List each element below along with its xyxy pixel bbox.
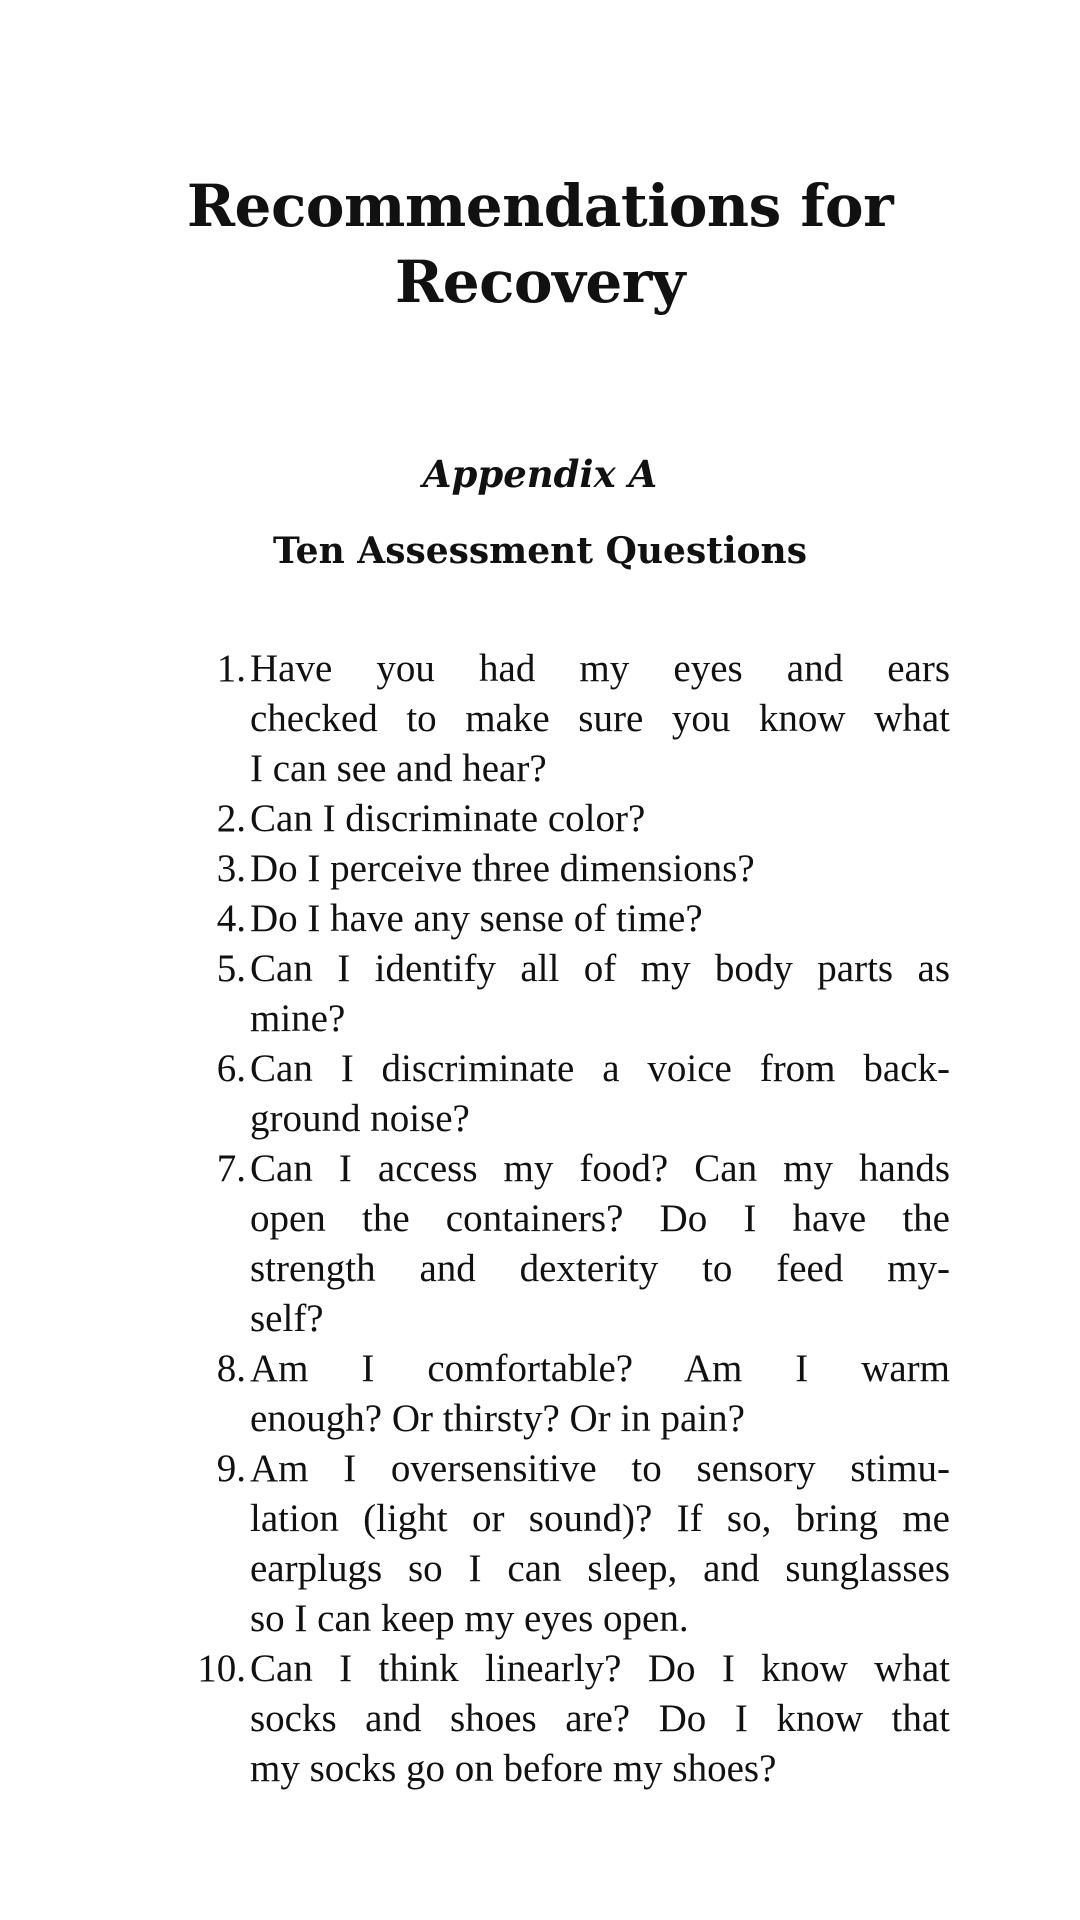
question-text-line: Do I have any sense of time? <box>250 897 703 940</box>
question-text-line: Can I discriminate color? <box>250 797 646 840</box>
question-number: 9. <box>216 1447 246 1490</box>
question-text-line: my socks go on before my shoes? <box>250 1747 777 1790</box>
question-text-line: ground noise? <box>250 1097 470 1140</box>
chapter-title-line-1: Recommendations for <box>186 172 894 240</box>
question-text <box>246 1044 950 1144</box>
question-text-line: enough? Or thirsty? Or in pain? <box>250 1397 745 1440</box>
question-text <box>246 944 950 1044</box>
chapter-title-line-2: Recovery <box>395 248 685 316</box>
question-text-line: I can see and hear? <box>250 747 547 790</box>
question-text-line: Have you had my eyes and ears <box>250 647 950 690</box>
question-item <box>150 844 945 894</box>
question-text <box>246 794 950 844</box>
question-item <box>150 794 945 844</box>
question-item <box>150 1444 950 1644</box>
question-number: 2. <box>216 797 246 840</box>
question-text <box>246 1344 950 1444</box>
question-text-line: checked to make sure you know what <box>250 697 950 740</box>
question-text-line: Am I comfortable? Am I warm <box>250 1347 950 1390</box>
question-text <box>246 1444 950 1644</box>
question-number: 4. <box>216 897 246 940</box>
question-text-line: self? <box>250 1297 324 1340</box>
question-text-line: socks and shoes are? Do I know that <box>250 1697 950 1740</box>
question-text-line: earplugs so I can sleep, and sunglasses <box>250 1547 950 1590</box>
question-text-line: mine? <box>250 997 346 1040</box>
question-list <box>150 644 950 1794</box>
question-number: 10. <box>197 1647 246 1690</box>
question-text-line: lation (light or sound)? If so, bring me <box>250 1497 950 1540</box>
question-text-line: Am I oversensitive to sensory stimu- <box>250 1447 950 1490</box>
question-number: 7. <box>216 1147 246 1190</box>
question-item <box>150 944 950 1044</box>
question-item <box>150 1644 950 1794</box>
question-text <box>246 1144 950 1344</box>
question-item <box>150 644 950 794</box>
question-number: 6. <box>216 1047 246 1090</box>
question-number: 1. <box>216 647 246 690</box>
question-number: 5. <box>216 947 246 990</box>
question-text-line: Can I identify all of my body parts as <box>250 947 950 990</box>
question-text-line: so I can keep my eyes open. <box>250 1597 689 1640</box>
question-item <box>150 1044 950 1144</box>
question-text <box>246 1644 950 1794</box>
question-text-line: open the containers? Do I have the <box>250 1197 950 1240</box>
question-text <box>246 644 950 794</box>
question-text <box>246 894 950 944</box>
question-number: 8. <box>216 1347 246 1390</box>
question-number: 3. <box>216 847 246 890</box>
question-text <box>246 844 950 894</box>
question-text-line: Do I perceive three dimensions? <box>250 847 755 890</box>
question-text-line: Can I think linearly? Do I know what <box>250 1647 950 1690</box>
question-item <box>150 894 945 944</box>
question-item <box>150 1344 950 1444</box>
section-title: Ten Assessment Questions <box>273 530 807 572</box>
question-text-line: Can I access my food? Can my hands <box>250 1147 950 1190</box>
question-text-line: strength and dexterity to feed my- <box>250 1247 950 1290</box>
appendix-label: Appendix A <box>422 452 658 496</box>
chapter-title <box>150 168 930 320</box>
question-text-line: Can I discriminate a voice from back- <box>250 1047 950 1090</box>
question-item <box>150 1144 950 1344</box>
